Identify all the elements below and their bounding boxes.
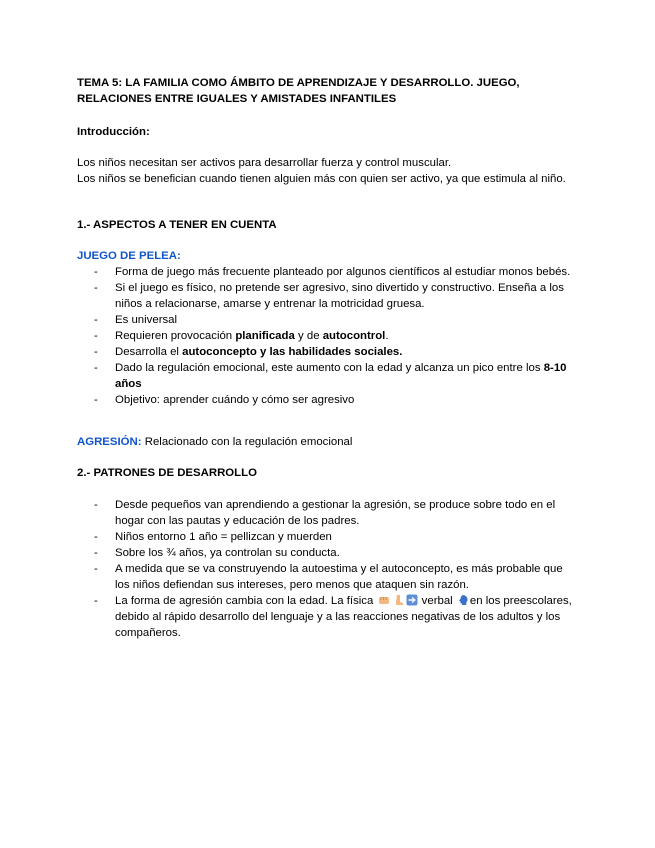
- list-item: [77, 529, 577, 545]
- item-text: Dado la regulación emocional, este aumento con la edad y alcanza un pico entre los 8-10 años: [115, 362, 567, 390]
- bullet-dash: -: [94, 314, 98, 326]
- intro-line-1: Los niños necesitan ser activos para desarrollar fuerza y control muscular.: [77, 157, 452, 169]
- title-line-2: RELACIONES ENTRE IGUALES Y AMISTADES INFANTILES: [77, 93, 397, 105]
- bullet-dash: -: [94, 563, 98, 575]
- list-item: [77, 264, 577, 280]
- item-text: Objetivo: aprender cuándo y cómo ser agresivo: [115, 394, 355, 406]
- speaking-head-icon: [457, 594, 469, 606]
- list-item: [77, 497, 577, 529]
- bullet-dash: -: [94, 282, 98, 294]
- list-item: [77, 392, 577, 408]
- document-title: [77, 75, 577, 107]
- juego-de-pelea-heading: JUEGO DE PELEA:: [77, 250, 181, 262]
- bullet-dash: -: [94, 531, 98, 543]
- list-item: [77, 344, 577, 360]
- item-text: La forma de agresión cambia con la edad. La física verbal en los preescolares, debido al rápido desarrollo del lenguaje y a las reacciones negativas de los adultos y los compañeros.: [115, 595, 572, 639]
- title-line-1: TEMA 5: LA FAMILIA COMO ÁMBITO DE APRENDIZAJE Y DESARROLLO. JUEGO,: [77, 77, 520, 89]
- list-item: [77, 593, 577, 641]
- section-1-heading: 1.- ASPECTOS A TENER EN CUENTA: [77, 219, 277, 231]
- item-text: Desde pequeños van aprendiendo a gestionar la agresión, se produce sobre todo en el hogar con las pautas y educación de los padres.: [115, 499, 556, 527]
- bullet-dash: -: [94, 362, 98, 374]
- bullet-dash: -: [94, 595, 98, 607]
- item-text: Requieren provocación planificada y de autocontrol.: [115, 330, 389, 342]
- item-text: A medida que se va construyendo la autoestima y el autoconcepto, es más probable que los niños defiendan sus intereses, pero menos que ataquen sin razón.: [115, 563, 563, 591]
- list-item: [77, 328, 577, 344]
- section-2-heading: 2.- PATRONES DE DESARROLLO: [77, 467, 257, 479]
- bullet-dash: -: [94, 346, 98, 358]
- intro-paragraph: [77, 155, 577, 187]
- fist-icon: [378, 594, 390, 606]
- intro-heading: Introducción:: [77, 126, 150, 138]
- list-item: [77, 545, 577, 561]
- bullet-dash: -: [94, 330, 98, 342]
- bullet-dash: -: [94, 394, 98, 406]
- item-text: Niños entorno 1 año = pellizcan y muerden: [115, 531, 332, 543]
- list-item: [77, 561, 577, 593]
- right-arrow-icon: [406, 594, 418, 606]
- intro-line-2: Los niños se benefician cuando tienen alguien más con quien ser activo, ya que estimula al niño.: [77, 173, 566, 185]
- item-text: Forma de juego más frecuente planteado por algunos científicos al estudiar monos bebés.: [115, 266, 571, 278]
- list-item: [77, 280, 577, 312]
- leg-icon: [392, 594, 404, 606]
- agresion-label: AGRESIÓN:: [77, 436, 142, 448]
- bullet-dash: -: [94, 266, 98, 278]
- bullet-dash: -: [94, 547, 98, 559]
- patrones-list: [77, 497, 577, 641]
- juego-list: [77, 264, 577, 408]
- bullet-dash: -: [94, 499, 98, 511]
- item-text: Si el juego es físico, no pretende ser agresivo, sino divertido y constructivo. Enseña a los niños a relacionarse, amarse y entrenar la motricidad gruesa.: [115, 282, 564, 310]
- item-text: Sobre los ¾ años, ya controlan su conducta.: [115, 547, 340, 559]
- list-item: [77, 360, 577, 392]
- item-text: Desarrolla el autoconcepto y las habilidades sociales.: [115, 346, 403, 358]
- agresion-text: Relacionado con la regulación emocional: [141, 436, 353, 448]
- agresion-paragraph: [77, 434, 577, 450]
- item-text: Es universal: [115, 314, 178, 326]
- list-item: [77, 312, 577, 328]
